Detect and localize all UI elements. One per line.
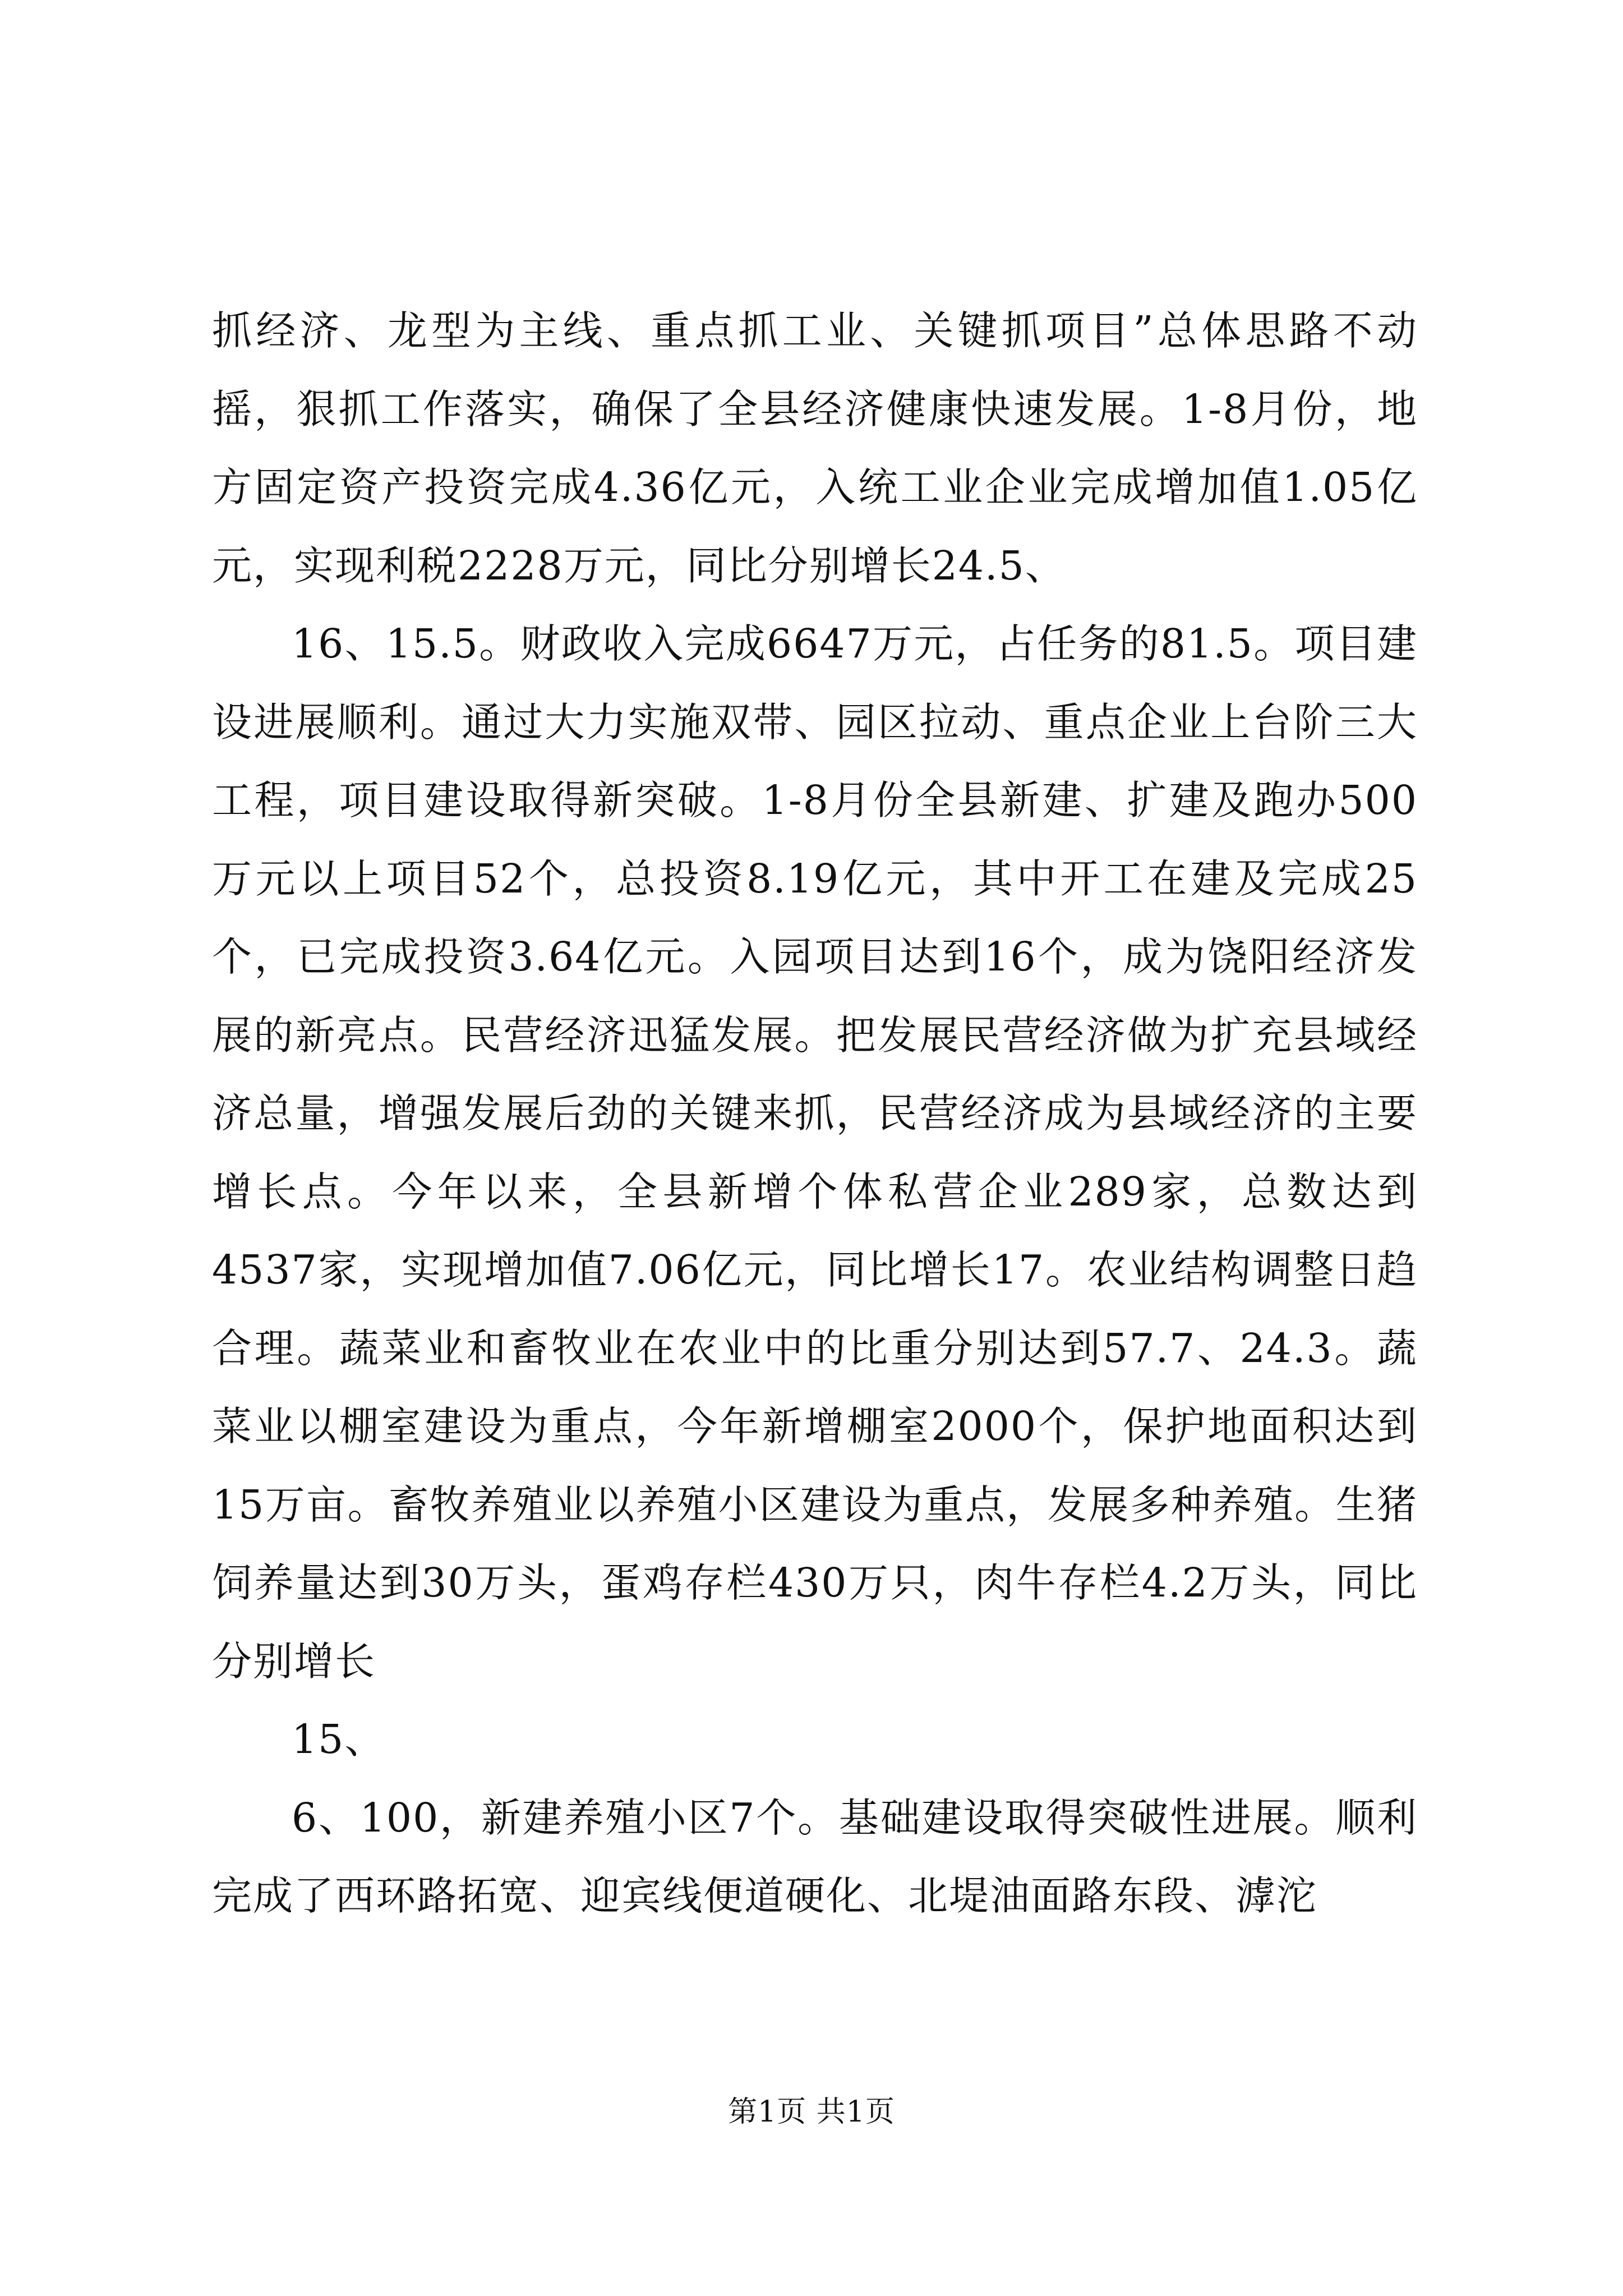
page-footer: 第1页 共1页 bbox=[728, 2095, 895, 2129]
document-body bbox=[212, 292, 1418, 1935]
paragraph-2: 16、15.5。财政收入完成6647万元，占任务的81.5。项目建设进展顺利。通过大力实施双带、园区拉动、重点企业上台阶三大工程，项目建设取得新突破。1-8月份全县新建、扩建及跑办500万元以上项目52个，总投资8.19亿元，其中开工在建及完成25个，已完成投资3.64亿元。入园项目达到16个，成为饶阳经济发展的新亮点。民营经济迅猛发展。把发展民营经济做为扩充县域经济总量，增强发展后劲的关键来抓，民营经济成为县域经济的主要增长点。今年以来，全县新增个体私营企业289家，总数达到4537家，实现增加值7.06亿元，同比增长17。农业结构调整日趋合理。蔬菜业和畜牧业在农业中的比重分别达到57.7、24.3。蔬菜业以棚室建设为重点，今年新增棚室2000个，保护地面积达到15万亩。畜牧养殖业以养殖小区建设为重点，发展多种养殖。生猪饲养量达到30万头，蛋鸡存栏430万只，肉牛存栏4.2万头，同比分别增长 bbox=[212, 620, 1418, 1685]
paragraph-4: 6、100，新建养殖小区7个。基础建设取得突破性进展。顺利完成了西环路拓宽、迎宾线便道硬化、北堤油面路东段、滹沱 bbox=[212, 1794, 1418, 1919]
paragraph-1: 抓经济、龙型为主线、重点抓工业、关键抓项目”总体思路不动摇，狠抓工作落实，确保了全县经济健康快速发展。1-8月份，地方固定资产投资完成4.36亿元，入统工业企业完成增加值1.05亿元，实现利税2228万元，同比分别增长24.5、 bbox=[212, 307, 1418, 589]
paragraph-3: 15、 bbox=[292, 1716, 386, 1763]
